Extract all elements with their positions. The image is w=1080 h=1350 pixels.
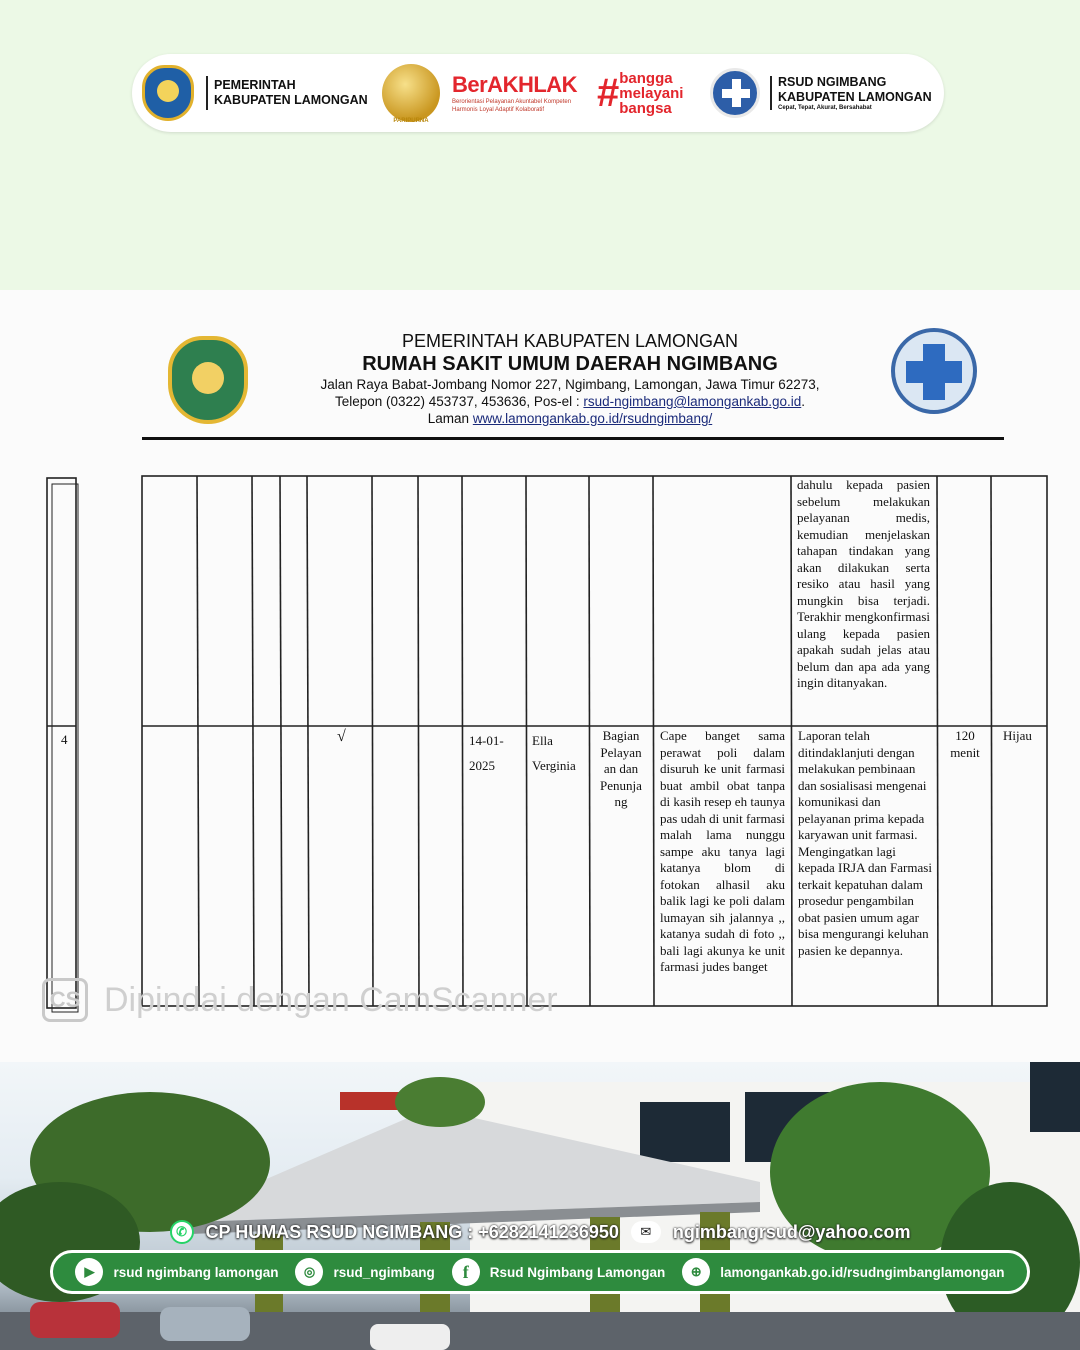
- youtube-icon: ▶: [75, 1258, 103, 1286]
- lamongan-emblem-icon: [142, 65, 194, 121]
- unit-cell: Bagian Pelayan an dan Penunja ng: [600, 728, 642, 809]
- globe-icon: ⊕: [682, 1258, 710, 1286]
- phone-label: Telepon (0322) 453737, 453636, Pos-el :: [334, 394, 584, 409]
- scanned-document: [0, 290, 1080, 1062]
- camscanner-icon: CS: [42, 978, 88, 1022]
- mail-icon: ✉: [631, 1221, 661, 1243]
- gov-brand: [142, 54, 368, 132]
- email-link[interactable]: rsud-ngimbang@lamongankab.go.id: [583, 394, 802, 409]
- berakhlak-brand: [452, 54, 577, 132]
- youtube-link[interactable]: [75, 1258, 278, 1286]
- logo-bar: [132, 54, 944, 132]
- paripurna-seal-icon: [382, 64, 440, 122]
- rs-title: RSUD NGIMBANG KABUPATEN LAMONGAN: [778, 75, 932, 104]
- facebook-icon: f: [452, 1258, 480, 1286]
- row-number: 4: [61, 732, 68, 747]
- divider: [206, 76, 208, 110]
- seal-caption: PARIPURNA: [393, 118, 429, 124]
- watermark-text: Dipindai dengan CamScanner: [104, 980, 558, 1019]
- punctuation: .: [801, 394, 806, 409]
- whatsapp-icon: ✆: [170, 1220, 194, 1244]
- hospital-photo: [0, 1062, 1080, 1350]
- berakhlak-logo: BerAKHLAK: [452, 72, 578, 97]
- facebook-link[interactable]: [452, 1258, 666, 1286]
- letterhead-gov: PEMERINTAH KABUPATEN LAMONGAN: [401, 331, 739, 351]
- rsud-logo-icon: [710, 68, 760, 118]
- hashtag-icon: #: [597, 71, 620, 115]
- website-label: lamongankab.go.id/rsudngimbanglamongan: [720, 1264, 1005, 1280]
- youtube-label: rsud ngimbang lamongan: [113, 1264, 279, 1280]
- website-label: Laman: [427, 411, 473, 426]
- website-link[interactable]: www.lamongankab.go.id/rsudngimbang/: [472, 411, 713, 426]
- rs-tagline: Cepat, Tepat, Akurat, Bersahabat: [778, 105, 872, 111]
- letterhead-hospital: RUMAH SAKIT UMUM DAERAH NGIMBANG: [362, 353, 778, 375]
- letterhead-address: Jalan Raya Babat-Jombang Nomor 227, Ngimbang, Lamongan, Jawa Timur 62273,: [320, 377, 820, 392]
- social-media-bar: [50, 1250, 1030, 1294]
- duration-cell: 120 menit: [950, 728, 980, 760]
- instagram-icon: ◎: [295, 1258, 323, 1286]
- contact-line: [0, 1220, 1080, 1244]
- email-contact[interactable]: ngimbangrsud@yahoo.com: [672, 1221, 911, 1242]
- instagram-label: rsud_ngimbang: [333, 1264, 435, 1280]
- instagram-link[interactable]: [295, 1258, 434, 1286]
- camscanner-watermark: [42, 976, 558, 1024]
- divider: [770, 76, 772, 110]
- name-cell: Ella Verginia: [532, 733, 576, 773]
- phone-contact[interactable]: CP HUMAS RSUD NGIMBANG : +6282141236950: [205, 1221, 619, 1242]
- gov-title: PEMERINTAH KABUPATEN LAMONGAN: [214, 78, 368, 107]
- facebook-label: Rsud Ngimbang Lamongan: [489, 1264, 666, 1280]
- bangga-melayani-bangsa: bangga melayani bangsa: [619, 69, 684, 117]
- hospital-building-illustration: [0, 1062, 1080, 1350]
- checkmark: √: [337, 728, 346, 745]
- date-cell: 14-01- 2025: [469, 733, 504, 773]
- website-footer-link[interactable]: [682, 1258, 1004, 1286]
- previous-followup-cell: dahulu kepada pasien sebelum melakukan pelayanan medis, kemudian menjelaskan tahapan tindakan yang akan dilakukan serta resiko atau hasil yang mungkin bisa terjadi. Terakhir mengkonfirmasi ulang kepada pasien apakah sudah jelas atau belum dan apa ada yang ingin ditanyakan.: [797, 477, 930, 690]
- paripurna-seal: [382, 54, 440, 132]
- bangga-brand: [597, 54, 683, 132]
- status-cell: Hijau: [1003, 728, 1032, 743]
- complaint-cell: Cape banget sama perawat poli dalam disuruh ke unit farmasi buat ambil obat tanpa di kasih resep eh taunya pas udah di unit farmasi malah lama nunggu sampe aku tanya lagi katanya blom di fotokan alhasil aku balik lagi ke poli dalam lumayan sih jalannya ,, katanya sudah di foto ,, bali lagi akunya ke unit farmasi judes banget: [660, 728, 785, 974]
- rs-brand: [710, 54, 932, 132]
- berakhlak-subtitle: Berorientasi Pelayanan Akuntabel Kompeten Harmonis Loyal Adaptif Kolaboratif: [452, 99, 572, 113]
- followup-cell: Laporan telah ditindaklanjuti dengan melakukan pembinaan dan sosialisasi mengenai komunikasi dan pelayanan prima kepada karyawan unit farmasi. Mengingatkan lagi kepada IRJA dan Farmasi terkait kepatuhan dalam prosedur pengambilan obat pasien umum agar bisa mengurangi keluhan pasien ke depannya.: [798, 728, 932, 958]
